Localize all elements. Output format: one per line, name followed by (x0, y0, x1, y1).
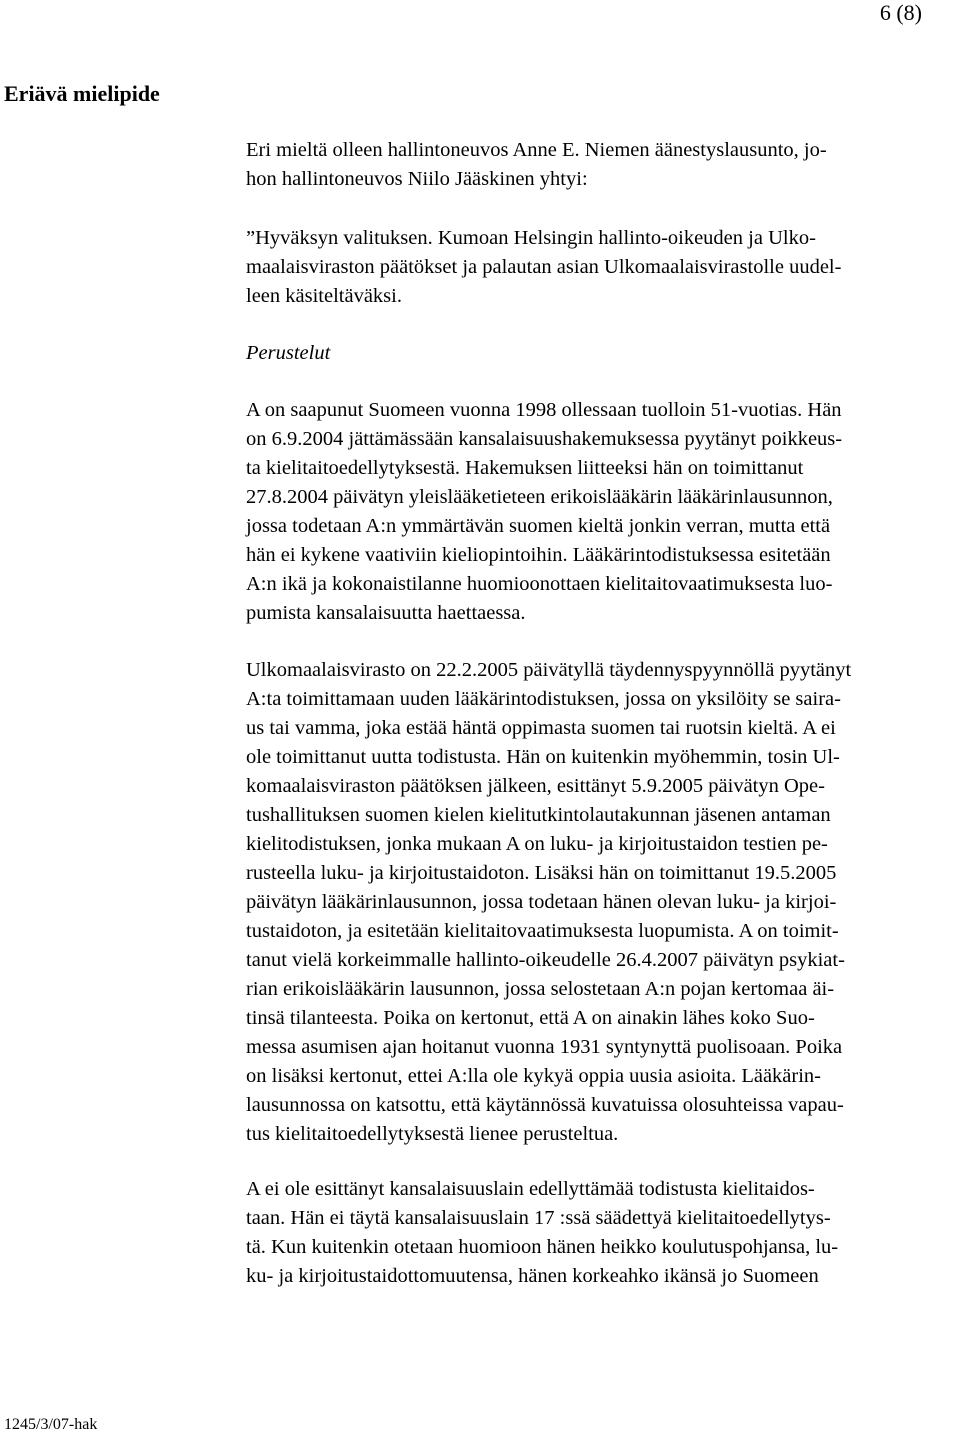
text-line: 27.8.2004 päivätyn yleislääketieteen erikoislääkärin lääkärinlausunnon, (246, 486, 833, 508)
page-number: 6 (8) (879, 0, 922, 25)
paragraph-3 (246, 1175, 952, 1291)
document-reference: 1245/3/07-hak (4, 1416, 98, 1433)
text-line: tus kielitaitoedellytyksestä lienee perusteltua. (246, 1123, 619, 1145)
text-line: taan. Hän ei täytä kansalaisuuslain 17 :ssä säädettyä kielitaitoedellytys- (246, 1207, 831, 1229)
text-line: maalaisviraston päätökset ja palautan asian Ulkomaalaisvirastolle uudel- (246, 256, 842, 278)
text-line: on 6.9.2004 jättämässään kansalaisuushakemuksessa pyytänyt poikkeus- (246, 428, 843, 450)
paragraph-2 (246, 656, 952, 1149)
intro-paragraph (246, 136, 952, 194)
text-line: rian erikoislääkärin lausunnon, jossa selostetaan A:n pojan kertomaa äi- (246, 978, 835, 1000)
text-line: ”Hyväksyn valituksen. Kumoan Helsingin hallinto-oikeuden ja Ulko- (246, 227, 816, 249)
text-line: rusteella luku- ja kirjoitustaidoton. Lisäksi hän on toimittanut 19.5.2005 (246, 862, 837, 884)
perustelut-subheading: Perustelut (246, 342, 331, 364)
text-line: A:n ikä ja kokonaistilanne huomioonottaen kielitaitovaatimuksesta luo- (246, 573, 833, 595)
text-line: ku- ja kirjoitustaidottomuutensa, hänen korkeahko ikänsä jo Suomeen (246, 1265, 819, 1287)
text-line: kielitodistuksen, jonka mukaan A on luku- ja kirjoitustaidon testien pe- (246, 833, 828, 855)
text-line: A on saapunut Suomeen vuonna 1998 ollessaan tuolloin 51-vuotias. Hän (246, 399, 842, 421)
paragraph-1 (246, 396, 952, 628)
section-heading: Eriävä mielipide (4, 81, 160, 106)
text-line: hän ei kykene vaativiin kieliopintoihin. Lääkärintodistuksessa esitetään (246, 544, 831, 566)
text-line: tushallituksen suomen kielen kielitutkintolautakunnan jäsenen antaman (246, 804, 831, 826)
text-line: tä. Kun kuitenkin otetaan huomioon hänen heikko koulutuspohjansa, lu- (246, 1236, 839, 1258)
text-line: jossa todetaan A:n ymmärtävän suomen kieltä jonkin verran, mutta että (246, 515, 831, 537)
text-line: A ei ole esittänyt kansalaisuuslain edellyttämää todistusta kielitaidos- (246, 1178, 815, 1200)
text-line: Ulkomaalaisvirasto on 22.2.2005 päivätyllä täydennyspyynnöllä pyytänyt (246, 659, 852, 681)
text-line: tanut vielä korkeimmalle hallinto-oikeudelle 26.4.2007 päivätyn psykiat- (246, 949, 845, 971)
text-line: us tai vamma, joka estää häntä oppimasta suomen tai ruotsin kieltä. A ei (246, 717, 836, 739)
text-line: Eri mieltä olleen hallintoneuvos Anne E. Niemen äänestyslausunto, jo- (246, 139, 827, 161)
text-line: pumista kansalaisuutta haettaessa. (246, 602, 526, 624)
text-line: päivätyn lääkärinlausunnon, jossa todetaan hänen olevan luku- ja kirjoi- (246, 891, 837, 913)
text-line: messa asumisen ajan hoitanut vuonna 1931 syntynyttä puolisoaan. Poika (246, 1036, 843, 1058)
text-line: ole toimittanut uutta todistusta. Hän on kuitenkin myöhemmin, tosin Ul- (246, 746, 840, 768)
text-line: A:ta toimittamaan uuden lääkärintodistuksen, jossa on yksilöity se saira- (246, 688, 841, 710)
quote-paragraph (246, 224, 952, 311)
text-line: komaalaisviraston päätöksen jälkeen, esittänyt 5.9.2005 päivätyn Ope- (246, 775, 825, 797)
text-line: leen käsiteltäväksi. (246, 285, 402, 307)
text-line: hon hallintoneuvos Niilo Jääskinen yhtyi: (246, 168, 588, 190)
text-line: on lisäksi kertonut, ettei A:lla ole kykyä oppia uusia asioita. Lääkärin- (246, 1065, 821, 1087)
text-line: lausunnossa on katsottu, että käytännössä kuvatuissa olosuhteissa vapau- (246, 1094, 844, 1116)
text-line: tustaidoton, ja esitetään kielitaitovaatimuksesta luopumista. A on toimit- (246, 920, 839, 942)
text-line: tinsä tilanteesta. Poika on kertonut, että A on ainakin lähes koko Suo- (246, 1007, 815, 1029)
text-line: ta kielitaitoedellytyksestä. Hakemuksen liitteeksi hän on toimittanut (246, 457, 804, 479)
